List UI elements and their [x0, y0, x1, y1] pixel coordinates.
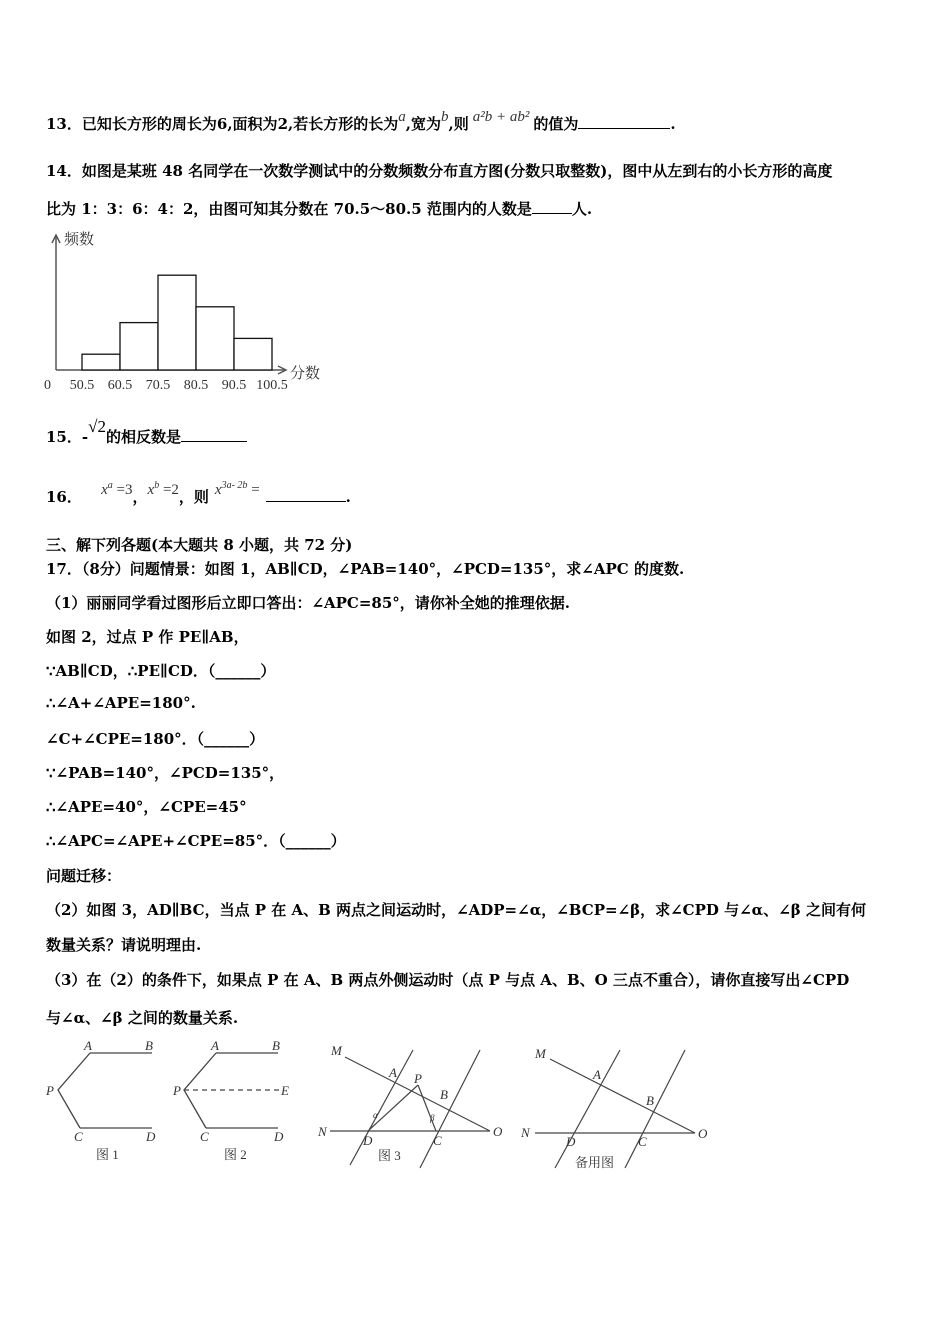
fig1-label-a: A — [84, 1038, 92, 1053]
section-3-heading: 三、解下列各题(本大题共 8 小题，共 72 分) — [46, 536, 353, 554]
q16-period: . — [345, 488, 351, 506]
q15-sqrt2: √2 — [88, 417, 106, 436]
q16-rhs: = — [247, 482, 260, 498]
q17-line: ∴∠APC=∠APE+∠CPE=85°．（______） — [46, 832, 346, 850]
fig3-label-alpha: α — [373, 1110, 378, 1120]
fig1-caption: 图 1 — [96, 1147, 119, 1162]
q13-number: 13． — [46, 115, 82, 133]
fig2-label-c: C — [200, 1129, 209, 1144]
fig4-label-b: B — [646, 1093, 654, 1108]
figure-backup — [535, 1050, 695, 1168]
q16-comma: ， — [132, 488, 148, 506]
q13-text: 已知长方形的周长为 — [81, 115, 217, 133]
fig2-label-d: D — [274, 1129, 284, 1144]
fig4-label-n: N — [521, 1125, 530, 1140]
q16-exp: a — [107, 480, 113, 491]
y-axis-label: 频数 — [64, 232, 95, 248]
q17-line: ∴∠A+∠APE=180°. — [46, 694, 196, 712]
q16-number: 16． — [46, 488, 82, 506]
q17-line: 数量关系？请说明理由. — [46, 936, 202, 954]
figure-1 — [58, 1053, 152, 1128]
fig3-caption: 图 3 — [378, 1148, 401, 1163]
q17-line: 问题迁移： — [46, 867, 122, 885]
q17-line: 17．（8分）问题情景：如图 1，AB∥CD，∠PAB=140°，∠PCD=135°，求∠APC 的度数. — [46, 560, 685, 578]
q17-line: （3）在（2）的条件下，如果点 P 在 A、B 两点外侧运动时（点 P 与点 A、B、O 三点不重合），请你直接写出∠CPD — [46, 971, 850, 989]
q14-text: 人. — [571, 200, 593, 218]
fig4-label-d: D — [566, 1134, 576, 1149]
x-tick-label: 50.5 — [69, 378, 95, 393]
fig1-label-c: C — [74, 1129, 83, 1144]
q17-line: ∵∠PAB=140°，∠PCD=135°， — [46, 764, 285, 782]
x-axis-label: 分数 — [290, 366, 321, 382]
fig1-label-p: P — [46, 1083, 54, 1098]
q13-text: ,则 — [448, 115, 469, 133]
fig4-caption: 备用图 — [575, 1155, 615, 1170]
x-tick-label: 60.5 — [107, 378, 133, 393]
fig4-label-o: O — [698, 1126, 708, 1141]
q15-number: 15． — [46, 428, 82, 446]
fig4-label-c: C — [638, 1134, 647, 1149]
q13-period: . — [670, 115, 676, 133]
q13-expression: a²b + ab² — [472, 109, 530, 125]
q13-area: 2 — [277, 115, 288, 133]
q15-text: 的相反数是 — [105, 428, 181, 446]
fig4-label-m: M — [535, 1046, 546, 1061]
fig4-label-a: A — [593, 1067, 601, 1082]
q17-line: ∠C+∠CPE=180°．（______） — [46, 730, 265, 748]
fig3-label-beta: β — [430, 1113, 435, 1123]
q13-var-a: a — [398, 109, 406, 125]
fig3-label-n: N — [318, 1124, 327, 1139]
fig3-label-c: C — [433, 1133, 442, 1148]
q15-minus: - — [81, 428, 89, 446]
figure-3 — [330, 1050, 490, 1168]
q16-var: x — [214, 482, 222, 498]
q17-line: ∴∠APE=40°，∠CPE=45° — [46, 798, 247, 816]
q13-perimeter: 6 — [216, 115, 228, 133]
question-14-line1: 14．如图是某班 48 名同学在一次数学测试中的分数频数分布直方图(分数只取整数)，图中从左到右的小长方形的高度 — [46, 162, 833, 180]
fig2-label-p: P — [173, 1083, 181, 1098]
q13-text: ,若长方形的长为 — [288, 115, 399, 133]
q17-line: 与∠α、∠β 之间的数量关系. — [46, 1009, 239, 1027]
x-tick-label: 80.5 — [183, 378, 209, 393]
q13-text: 的值为 — [533, 115, 579, 133]
q16-var: x — [101, 482, 108, 498]
origin-label: 0 — [44, 378, 51, 393]
q17-line: 如图 2，过点 P 作 PE∥AB， — [46, 628, 249, 646]
q16-exp: 3a- 2b — [221, 480, 248, 491]
fig2-caption: 图 2 — [224, 1147, 247, 1162]
fig3-label-a: A — [389, 1065, 397, 1080]
x-tick-label: 70.5 — [145, 378, 171, 393]
q13-text: ,面积为 — [227, 115, 278, 133]
x-tick-label: 100.5 — [256, 378, 288, 393]
fig2-label-b: B — [272, 1038, 280, 1053]
fig1-label-b: B — [145, 1038, 153, 1053]
fig2-label-a: A — [211, 1038, 219, 1053]
q16-exp: b — [154, 480, 160, 491]
fig3-label-m: M — [331, 1043, 342, 1058]
q16-var: x — [147, 482, 155, 498]
fig3-label-o: O — [493, 1124, 503, 1139]
fig3-label-p: P — [414, 1071, 422, 1086]
fig3-label-d: D — [363, 1133, 373, 1148]
q16-rhs: =2 — [159, 482, 179, 498]
q17-line: （2）如图 3，AD∥BC，当点 P 在 A、B 两点之间运动时，∠ADP=∠α，∠BCP=∠β，求∠CPD 与∠α、∠β 之间有何 — [46, 901, 866, 919]
fig2-label-e: E — [281, 1083, 289, 1098]
q13-text: ,宽为 — [405, 115, 441, 133]
fig3-label-b: B — [440, 1087, 448, 1102]
q16-then: ，则 — [178, 488, 209, 506]
q17-line: （1）丽丽同学看过图形后立即口答出：∠APC=85°，请你补全她的推理依据. — [46, 594, 571, 612]
fig1-label-d: D — [146, 1129, 156, 1144]
figure-2 — [184, 1053, 280, 1128]
q16-rhs: =3 — [112, 482, 133, 498]
q13-var-b: b — [440, 109, 449, 125]
q14-text: 比为 1：3：6：4：2，由图可知其分数在 70.5～80.5 范围内的人数是 — [46, 200, 532, 218]
q17-line: ∵AB∥CD，∴PE∥CD．（______） — [46, 662, 276, 680]
x-tick-label: 90.5 — [221, 378, 247, 393]
